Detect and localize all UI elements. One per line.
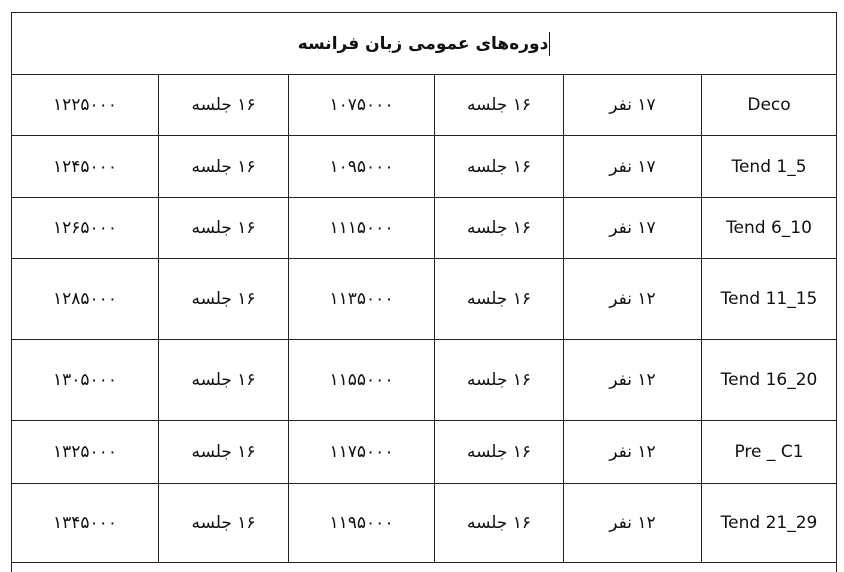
sessions-b-cell[interactable]: ۱۶ جلسه bbox=[159, 340, 289, 421]
sessions-b-cell[interactable]: ۱۶ جلسه bbox=[159, 259, 289, 340]
sessions-a-cell[interactable]: ۱۶ جلسه bbox=[435, 75, 564, 136]
price-b-cell[interactable]: ۱۲۲۵۰۰۰ bbox=[12, 75, 159, 136]
sessions-a-cell[interactable]: ۱۶ جلسه bbox=[435, 484, 564, 563]
sessions-a-cell[interactable]: ۱۶ جلسه bbox=[435, 136, 564, 198]
price-b-cell[interactable]: ۱۳۰۵۰۰۰ bbox=[12, 340, 159, 421]
price-b-cell[interactable]: ۱۳۲۵۰۰۰ bbox=[12, 421, 159, 484]
price-a-cell[interactable]: ۱۱۹۵۰۰۰ bbox=[289, 484, 435, 563]
table-row bbox=[12, 484, 837, 563]
price-a-cell[interactable]: ۱۱۱۵۰۰۰ bbox=[289, 198, 435, 259]
text-cursor bbox=[549, 32, 550, 56]
course-name-cell[interactable]: Tend 1_5 bbox=[702, 136, 837, 198]
table-row bbox=[12, 421, 837, 484]
table-row bbox=[12, 259, 837, 340]
sessions-b-cell[interactable]: ۱۶ جلسه bbox=[159, 136, 289, 198]
table-row bbox=[12, 198, 837, 259]
sessions-a-cell[interactable]: ۱۶ جلسه bbox=[435, 421, 564, 484]
price-a-cell[interactable]: ۱۱۵۵۰۰۰ bbox=[289, 340, 435, 421]
course-name-cell[interactable]: Pre _ C1 bbox=[702, 421, 837, 484]
sessions-b-cell[interactable]: ۱۶ جلسه bbox=[159, 75, 289, 136]
price-a-cell[interactable]: ۱۱۳۵۰۰۰ bbox=[289, 259, 435, 340]
title-cell[interactable] bbox=[12, 13, 837, 75]
sessions-b-cell[interactable]: ۱۶ جلسه bbox=[159, 484, 289, 563]
price-a-cell[interactable]: ۱۱۷۵۰۰۰ bbox=[289, 421, 435, 484]
table-row bbox=[12, 75, 837, 136]
course-name-cell[interactable]: Tend 11_15 bbox=[702, 259, 837, 340]
capacity-cell[interactable]: ۱۲ نفر bbox=[564, 421, 702, 484]
capacity-cell[interactable]: ۱۷ نفر bbox=[564, 198, 702, 259]
empty-row bbox=[12, 563, 837, 572]
price-b-cell[interactable]: ۱۲۴۵۰۰۰ bbox=[12, 136, 159, 198]
sessions-a-cell[interactable]: ۱۶ جلسه bbox=[435, 259, 564, 340]
price-a-cell[interactable]: ۱۰۹۵۰۰۰ bbox=[289, 136, 435, 198]
course-name-cell[interactable]: Tend 16_20 bbox=[702, 340, 837, 421]
course-name-cell[interactable]: Tend 6_10 bbox=[702, 198, 837, 259]
course-name-cell[interactable]: Tend 21_29 bbox=[702, 484, 837, 563]
sessions-a-cell[interactable]: ۱۶ جلسه bbox=[435, 198, 564, 259]
capacity-cell[interactable]: ۱۲ نفر bbox=[564, 484, 702, 563]
price-a-cell[interactable]: ۱۰۷۵۰۰۰ bbox=[289, 75, 435, 136]
capacity-cell[interactable]: ۱۲ نفر bbox=[564, 340, 702, 421]
course-table bbox=[11, 12, 837, 572]
capacity-cell[interactable]: ۱۷ نفر bbox=[564, 75, 702, 136]
table-title: دوره‌های عمومی زبان فرانسه bbox=[297, 33, 549, 54]
sessions-a-cell[interactable]: ۱۶ جلسه bbox=[435, 340, 564, 421]
capacity-cell[interactable]: ۱۷ نفر bbox=[564, 136, 702, 198]
table-row bbox=[12, 340, 837, 421]
title-row bbox=[12, 13, 837, 75]
price-b-cell[interactable]: ۱۲۸۵۰۰۰ bbox=[12, 259, 159, 340]
sessions-b-cell[interactable]: ۱۶ جلسه bbox=[159, 421, 289, 484]
capacity-cell[interactable]: ۱۲ نفر bbox=[564, 259, 702, 340]
sessions-b-cell[interactable]: ۱۶ جلسه bbox=[159, 198, 289, 259]
empty-cell[interactable] bbox=[12, 563, 837, 572]
course-name-cell[interactable]: Deco bbox=[702, 75, 837, 136]
table-row bbox=[12, 136, 837, 198]
price-b-cell[interactable]: ۱۲۶۵۰۰۰ bbox=[12, 198, 159, 259]
price-b-cell[interactable]: ۱۳۴۵۰۰۰ bbox=[12, 484, 159, 563]
